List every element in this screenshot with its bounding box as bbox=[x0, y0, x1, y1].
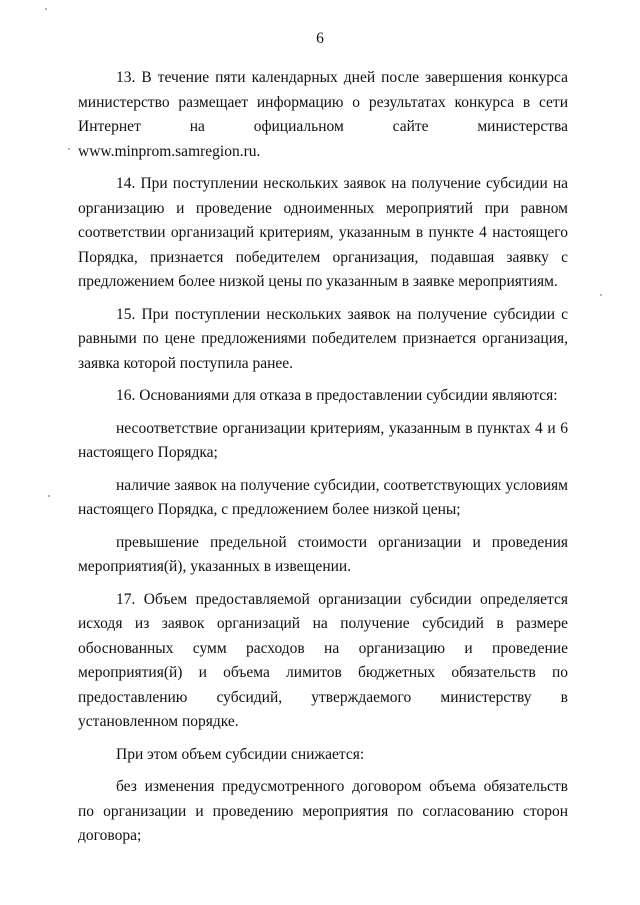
paragraph-15: 15. При поступлении нескольких заявок на получение субсидии с равными по цене предложениями победителем признается организация, заявка которой поступила ранее. bbox=[78, 305, 568, 372]
document-body bbox=[78, 66, 568, 857]
page-number: 6 bbox=[316, 30, 324, 47]
subsidy-reduction-item: без изменения предусмотренного договором объема обязательств по организации и проведению мероприятия по согласованию сторон договора; bbox=[78, 778, 568, 844]
scan-speck bbox=[68, 148, 70, 150]
paragraph-13: 13. В течение пяти календарных дней после завершения конкурса министерство размещает информацию о результатах конкурса в сети Интернет на официальном сайте министерства www.minprom.samregion.ru. bbox=[78, 69, 568, 160]
scan-speck bbox=[600, 294, 602, 296]
scan-speck bbox=[48, 495, 50, 497]
scan-speck bbox=[45, 8, 47, 10]
refusal-reason-criteria: несоответствие организации критериям, указанным в пунктах 4 и 6 настоящего Порядка; bbox=[78, 419, 568, 461]
subsidy-reduction-intro: При этом объем субсидии снижается: bbox=[116, 745, 365, 763]
paragraph-17: 17. Объем предоставляемой организации субсидии определяется исходя из заявок организаций на получение субсидий в размере обоснованных сумм расходов на организацию и проведение мероприятия(й) и объема лимитов бюджетных обязательств по предоставлению субсидий, утверждаемого министерству в установленном порядке. bbox=[78, 590, 568, 730]
paragraph-14: 14. При поступлении нескольких заявок на получение субсидии на организацию и проведение одноименных мероприятий при равном соответствии организаций критериям, указанным в пункте 4 настоящего Порядка, признается победителем организация, подавшая заявку с предложением более низкой цены по указанным в заявке мероприятиям. bbox=[78, 175, 568, 290]
refusal-reason-exceeded-cost: превышение предельной стоимости организации и проведения мероприятия(й), указанных в извещении. bbox=[78, 533, 568, 575]
paragraph-16: 16. Основаниями для отказа в предоставлении субсидии являются: bbox=[116, 387, 558, 404]
refusal-reason-lower-price: наличие заявок на получение субсидии, соответствующих условиям настоящего Порядка, с предложением более низкой цены; bbox=[78, 476, 568, 518]
